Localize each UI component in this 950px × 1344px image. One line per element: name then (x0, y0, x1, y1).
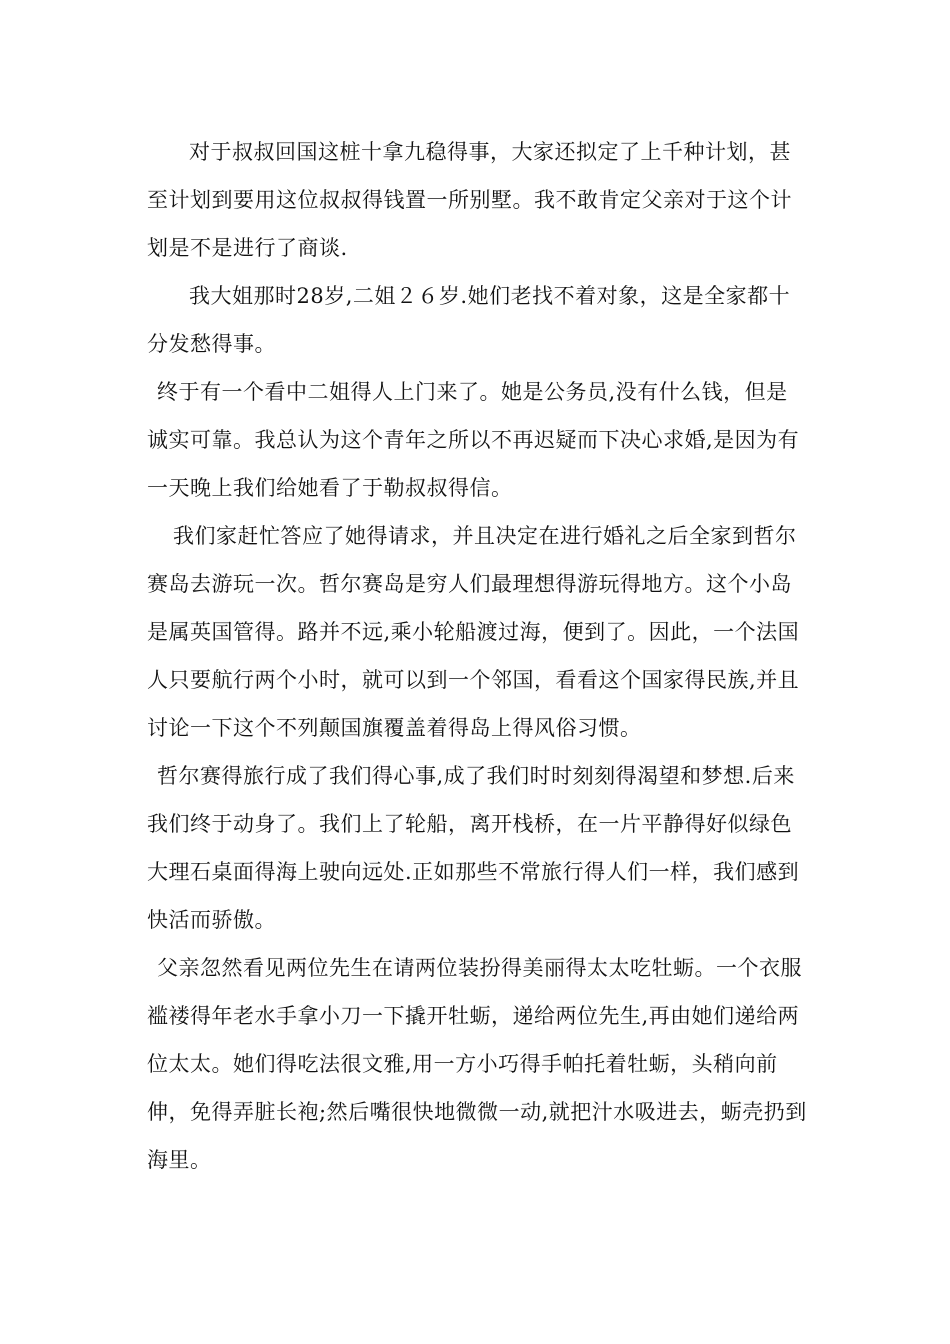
paragraph-6: 父亲忽然看见两位先生在请两位装扮得美丽得太太吃牡蛎。一个衣服褴褛得年老水手拿小刀一下撬开牡蛎，递给两位先生,再由她们递给两位太太。她们得吃法很文雅,用一方小巧得手帕托着牡蛎，头稍向前伸，免得弄脏长袍;然后嘴很快地微微一动,就把汁水吸进去，蛎壳扔到海里。 (147, 956, 807, 1172)
paragraph-3: 终于有一个看中二姐得人上门来了。她是公务员,没有什么钱，但是诚实可靠。我总认为这个青年之所以不再迟疑而下决心求婚,是因为有一天晚上我们给她看了于勒叔叔得信。 (147, 380, 800, 500)
paragraph-1: 对于叔叔回国这桩十拿九稳得事，大家还拟定了上千种计划，甚至计划到要用这位叔叔得钱置一所别墅。我不敢肯定父亲对于这个计划是不是进行了商谈. (147, 140, 792, 260)
paragraph-5: 哲尔赛得旅行成了我们得心事,成了我们时时刻刻得渴望和梦想.后来我们终于动身了。我们上了轮船，离开栈桥，在一片平静得好似绿色大理石桌面得海上驶向远处.正如那些不常旅行得人们一样，我们感到快活而骄傲。 (147, 764, 800, 932)
paragraph-4: 我们家赶忙答应了她得请求，并且决定在进行婚礼之后全家到哲尔赛岛去游玩一次。哲尔赛岛是穷人们最理想得游玩得地方。这个小岛是属英国管得。路并不远,乘小轮船渡过海，便到了。因此，一个法国人只要航行两个小时，就可以到一个邻国，看看这个国家得民族,并且讨论一下这个不列颠国旗覆盖着得岛上得风俗习惯。 (147, 524, 800, 740)
body-text (147, 128, 807, 1184)
paragraph-2: 我大姐那时28岁,二姐２６岁.她们老找不着对象，这是全家都十分发愁得事。 (147, 284, 791, 356)
